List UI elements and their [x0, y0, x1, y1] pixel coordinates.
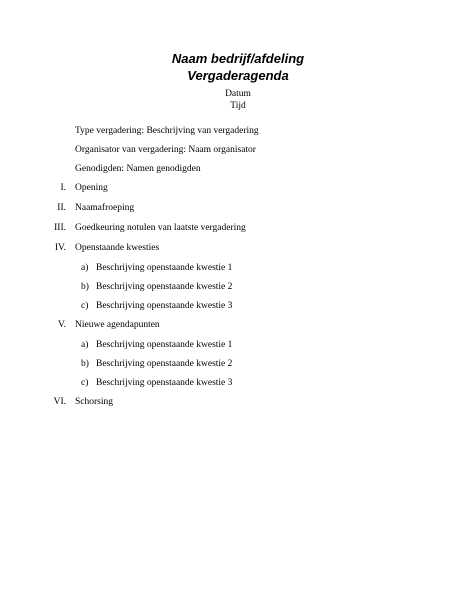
agenda-item: [0, 242, 462, 262]
agenda-item: [0, 202, 462, 222]
agenda-subitem-text: Beschrijving openstaande kwestie 3: [96, 378, 233, 388]
agenda-subitem-letter: b): [81, 282, 89, 292]
meeting-time: Tijd: [230, 101, 246, 111]
agenda-subitem-text: Beschrijving openstaande kwestie 3: [96, 301, 233, 311]
agenda-item: [0, 222, 462, 242]
agenda-subitem-text: Beschrijving openstaande kwestie 1: [96, 340, 233, 350]
agenda-item: [0, 182, 462, 202]
meeting-invitees: Genodigden: Namen genodigden: [75, 164, 201, 174]
agenda-subitem-letter: a): [81, 263, 89, 273]
meeting-info: [75, 125, 259, 182]
agenda-item-text: Goedkeuring notulen van laatste vergadering: [75, 223, 246, 233]
agenda-item-text: Openstaande kwesties: [75, 243, 160, 253]
agenda-subitem-letter: c): [81, 301, 89, 311]
agenda-subitem: [0, 339, 462, 358]
agenda-list: [0, 182, 462, 416]
agenda-item-text: Schorsing: [75, 397, 113, 407]
agenda-item-number: V.: [57, 320, 66, 330]
agenda-item-number: I.: [60, 183, 66, 193]
agenda-item-number: III.: [54, 223, 66, 233]
document-header: [0, 50, 462, 112]
agenda-subitem-letter: b): [81, 359, 89, 369]
agenda-item: [0, 319, 462, 339]
company-name: Naam bedrijf/afdeling: [171, 51, 305, 66]
agenda-subitem: [0, 358, 462, 377]
page-title: Vergaderagenda: [187, 68, 289, 83]
agenda-item-text: Naamafroeping: [75, 203, 135, 213]
agenda-subitem: [0, 262, 462, 281]
agenda-item-number: II.: [57, 203, 66, 213]
agenda-item-number: IV.: [54, 243, 66, 253]
agenda-item: [0, 396, 462, 416]
agenda-subitem: [0, 377, 462, 396]
agenda-subitem-text: Beschrijving openstaande kwestie 2: [96, 282, 233, 292]
agenda-subitem: [0, 281, 462, 300]
agenda-subitem-letter: c): [81, 378, 89, 388]
agenda-subitem: [0, 300, 462, 319]
agenda-item-text: Nieuwe agendapunten: [75, 320, 160, 330]
agenda-item-number: VI.: [53, 397, 66, 407]
meeting-organizer: Organisator van vergadering: Naam organisator: [75, 145, 256, 155]
meeting-type: Type vergadering: Beschrijving van vergadering: [75, 126, 259, 136]
agenda-subitem-text: Beschrijving openstaande kwestie 2: [96, 359, 233, 369]
agenda-subitem-letter: a): [81, 340, 89, 350]
agenda-item-text: Opening: [75, 183, 108, 193]
agenda-subitem-text: Beschrijving openstaande kwestie 1: [96, 263, 233, 273]
meeting-date: Datum: [225, 89, 251, 99]
